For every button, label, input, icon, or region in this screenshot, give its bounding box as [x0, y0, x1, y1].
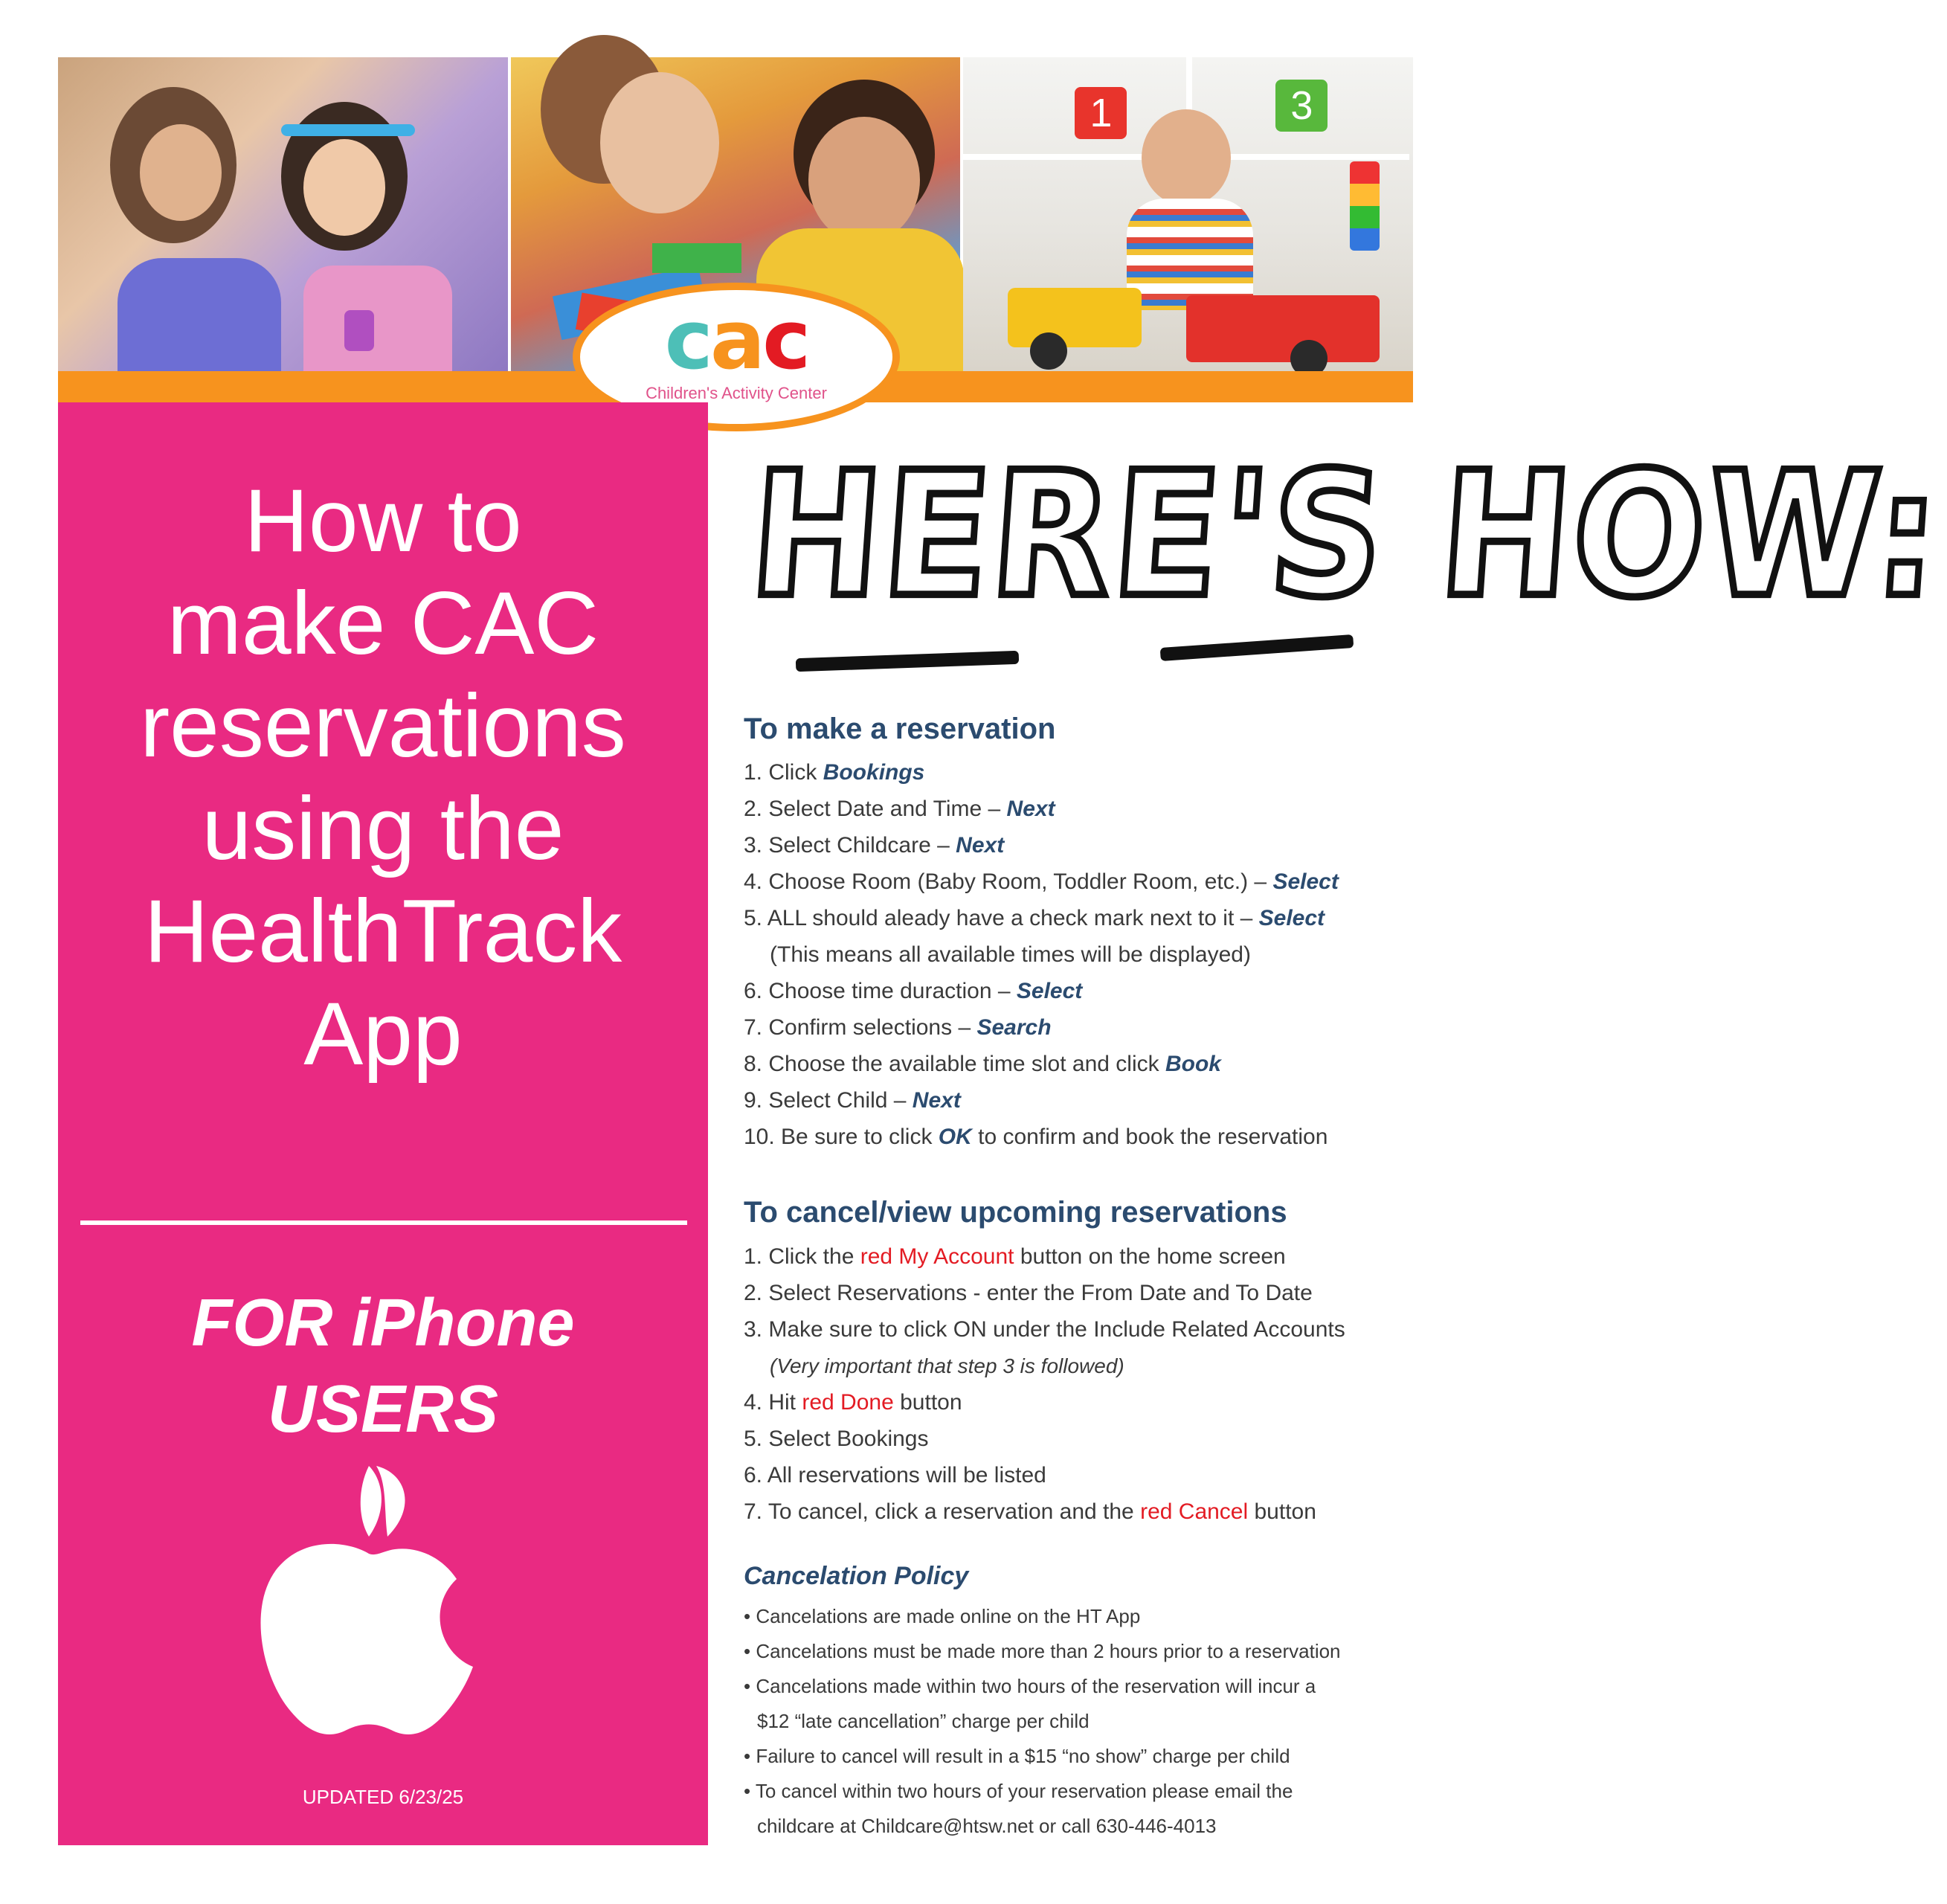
- for-users-line: FOR iPhone: [191, 1286, 575, 1360]
- cancel-step: 3. Make sure to click ON under the Include Related Accounts: [744, 1317, 1345, 1342]
- policy-bullet: • To cancel within two hours of your reservation please email the: [744, 1780, 1293, 1802]
- heres-how-heading: [744, 434, 1947, 707]
- title-line: HealthTrack: [144, 881, 622, 981]
- heading-underline: [796, 651, 1019, 672]
- make-step: 4. Choose Room (Baby Room, Toddler Room, etc.) – Select: [744, 869, 1339, 894]
- make-step: 2. Select Date and Time – Next: [744, 797, 1055, 821]
- make-step: 9. Select Child – Next: [744, 1088, 961, 1113]
- cancel-step: 4. Hit red Done button: [744, 1390, 962, 1415]
- apple-icon: [257, 1466, 480, 1741]
- title-line: reservations: [140, 676, 626, 776]
- cancel-reservation-title: To cancel/view upcoming reservations: [744, 1196, 1287, 1229]
- cancel-step: 7. To cancel, click a reservation and the red Cancel button: [744, 1499, 1316, 1524]
- cancel-step: 1. Click the red My Account button on the home screen: [744, 1244, 1286, 1269]
- updated-date: UPDATED 6/23/25: [302, 1786, 464, 1808]
- panel-divider: [80, 1220, 687, 1225]
- logo-letters: cac: [664, 292, 808, 387]
- policy-bullet: • Failure to cancel will result in a $15 “no show” charge per child: [744, 1745, 1290, 1767]
- heading-underline: [1160, 634, 1354, 661]
- make-step: 8. Choose the available time slot and click Book: [744, 1052, 1221, 1076]
- for-users-line: USERS: [267, 1372, 499, 1447]
- photo-toddler-toy-truck: 1 3: [963, 57, 1413, 371]
- cancelation-policy-title: Cancelation Policy: [744, 1562, 969, 1590]
- title-line: make CAC: [167, 573, 599, 673]
- logo-subtitle: Children's Activity Center: [646, 384, 827, 402]
- title-line: App: [303, 984, 463, 1084]
- for-iphone-users: [58, 1280, 708, 1453]
- title-line: How to: [244, 471, 522, 570]
- cancel-step: 5. Select Bookings: [744, 1427, 929, 1451]
- cancel-step: 6. All reservations will be listed: [744, 1463, 1046, 1488]
- policy-bullet: • Cancelations made within two hours of the reservation will incur a: [744, 1675, 1316, 1697]
- policy-bullet: • Cancelations must be made more than 2 hours prior to a reservation: [744, 1640, 1341, 1662]
- make-step: 10. Be sure to click OK to confirm and book the reservation: [744, 1125, 1328, 1149]
- main-title: [58, 469, 708, 1085]
- make-step: 6. Choose time duraction – Select: [744, 979, 1083, 1003]
- cancel-step-note: (Very important that step 3 is followed): [770, 1354, 1124, 1377]
- title-panel: [58, 402, 708, 1845]
- policy-bullet-continued: childcare at Childcare@htsw.net or call 630-446-4013: [757, 1815, 1217, 1837]
- make-step: 7. Confirm selections – Search: [744, 1015, 1052, 1040]
- title-line: using the: [202, 779, 564, 878]
- cancel-step: 2. Select Reservations - enter the From Date and To Date: [744, 1281, 1313, 1305]
- make-step-note: (This means all available times will be displayed): [770, 942, 1251, 967]
- make-step: 3. Select Childcare – Next: [744, 833, 1005, 858]
- policy-bullet-continued: $12 “late cancellation” charge per child: [757, 1710, 1090, 1732]
- make-step: 1. Click Bookings: [744, 760, 925, 785]
- policy-bullet: • Cancelations are made online on the HT App: [744, 1605, 1141, 1627]
- make-step: 5. ALL should aleady have a check mark next to it – Select: [744, 906, 1325, 930]
- make-reservation-title: To make a reservation: [744, 713, 1056, 745]
- heres-how-text: HERE'S HOW:: [744, 434, 1947, 636]
- photo-girls-smartwatch: [58, 57, 508, 371]
